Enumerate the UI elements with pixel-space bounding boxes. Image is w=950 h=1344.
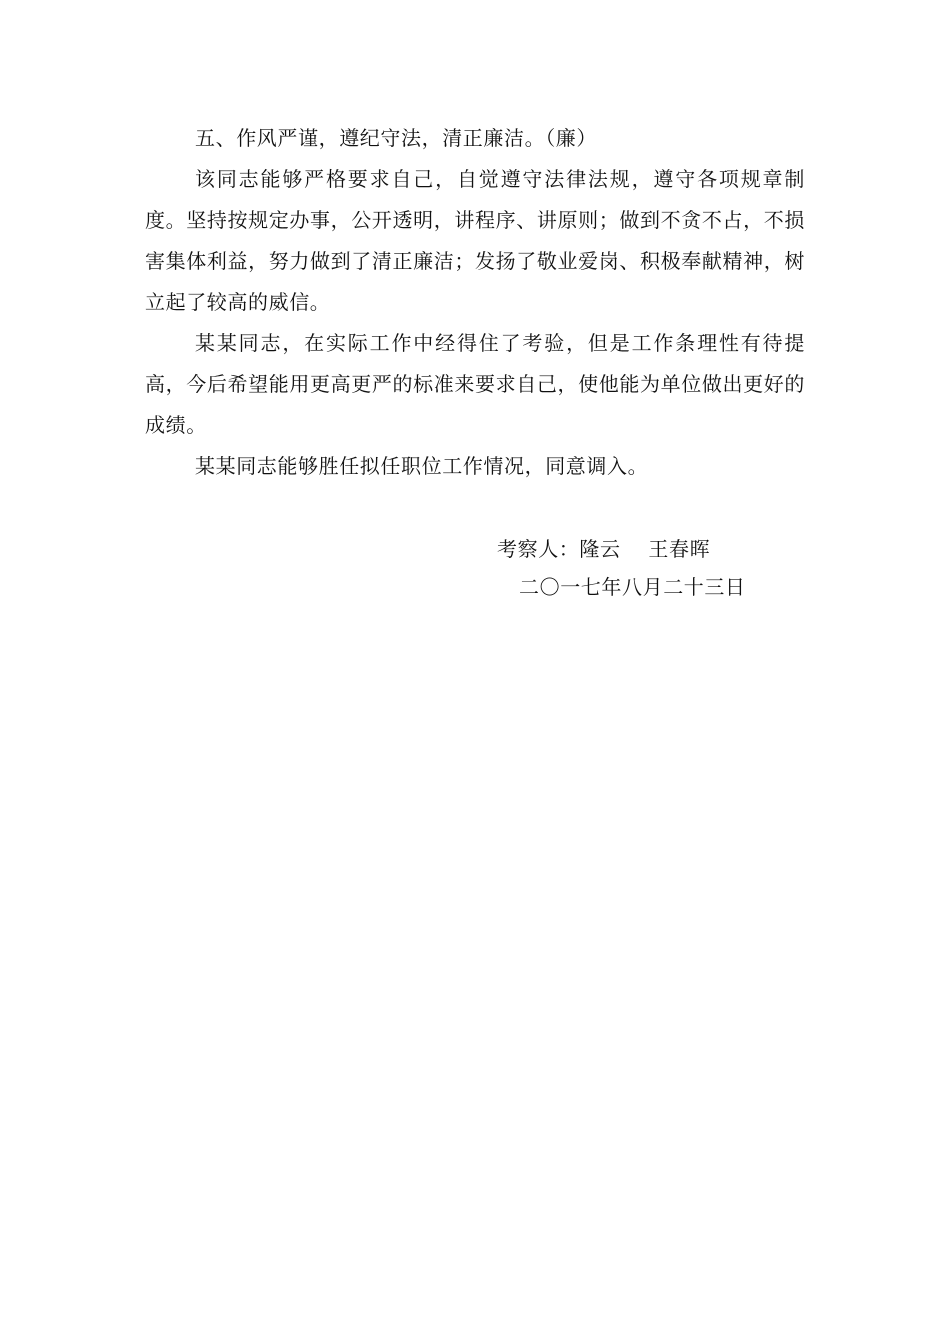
signature-date: 二〇一七年八月二十三日 — [519, 575, 746, 599]
document-body — [145, 118, 805, 487]
paragraph-conclusion: 某某同志能够胜任拟任职位工作情况，同意调入。 — [195, 454, 649, 478]
signature-block — [497, 530, 746, 606]
inspectors-signature: 考察人：隆云 王春晖 — [497, 537, 711, 561]
section-heading-integrity: 五、作风严谨，遵纪守法，清正廉洁。（廉） — [195, 126, 597, 150]
paragraph-overall-evaluation: 某某同志，在实际工作中经得住了考验，但是工作条理性有待提高，今后希望能用更高更严的标准来要求自己，使他能为单位做出更好的成绩。 — [145, 331, 805, 437]
paragraph-integrity-assessment: 该同志能够严格要求自己，自觉遵守法律法规，遵守各项规章制度。坚持按规定办事，公开透明，讲程序、讲原则；做到不贪不占，不损害集体利益，努力做到了清正廉洁；发扬了敬业爱岗、积极奉献精神，树立起了较高的威信。 — [145, 167, 805, 314]
